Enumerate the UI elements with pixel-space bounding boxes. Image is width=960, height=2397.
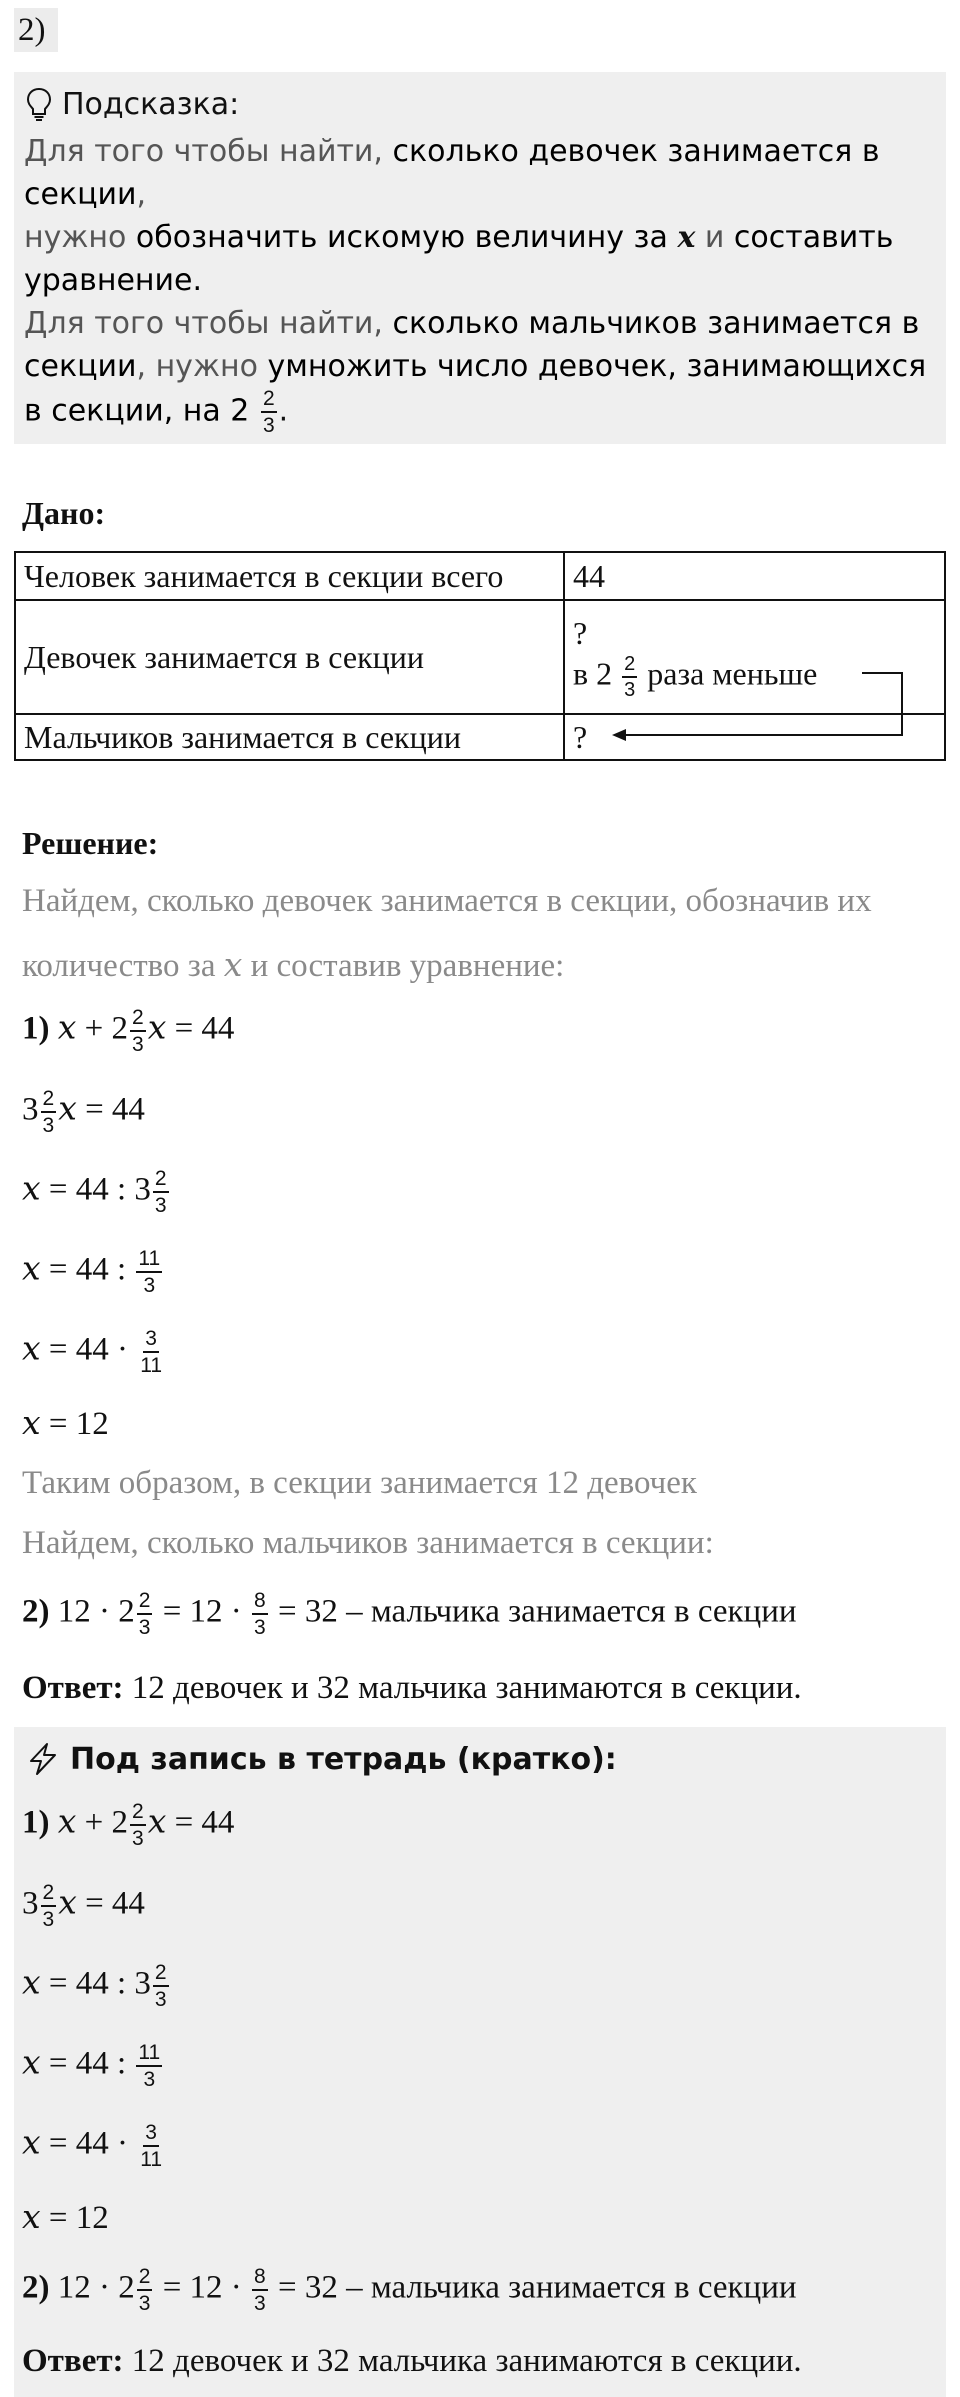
- table-cell-value: 44: [564, 552, 945, 600]
- fraction: [252, 2266, 268, 2314]
- fraction-denominator: 3: [154, 1988, 167, 2011]
- fraction-denominator: 3: [254, 2292, 266, 2315]
- equation-2: [22, 1088, 145, 1136]
- table-row: [15, 552, 945, 600]
- step-label: 1): [22, 1010, 50, 1047]
- answer-text: 12 девочек и 32 мальчика занимаются в секции.: [123, 1670, 802, 1706]
- equation-4: [22, 1248, 164, 1296]
- table-cell-label: Девочек занимается в секции: [15, 600, 564, 714]
- equation-text: = 44 ·: [40, 1331, 137, 1368]
- fraction: [41, 1088, 57, 1136]
- fraction-numerator: 11: [136, 1248, 162, 1273]
- task-number: 2): [14, 8, 58, 52]
- equation-text: = 12: [40, 2200, 109, 2236]
- text-segment: и составив уравнение:: [242, 948, 565, 984]
- hint-paragraph-2: [24, 302, 944, 436]
- notebook-header: [26, 1737, 617, 1781]
- fraction-denominator: 11: [140, 1354, 163, 1377]
- fraction: [153, 1168, 169, 1216]
- hint-emphasis: обозначить искомую величину за: [135, 220, 678, 255]
- solution-intro: Найдем, сколько мальчиков занимается в секции:: [22, 1525, 714, 1561]
- equation-text: = 44: [76, 1091, 145, 1128]
- note-equation-7: [22, 2266, 797, 2314]
- solution-conclusion: Таким образом, в секции занимается 12 девочек: [22, 1465, 697, 1501]
- equation-1: [22, 1007, 234, 1055]
- equation-text: = 44 ·: [40, 2125, 137, 2162]
- variable-x: x: [22, 2197, 41, 2236]
- equation-text: = 44: [76, 1885, 145, 1922]
- fraction-numerator: 11: [136, 2042, 162, 2067]
- variable-x: x: [22, 1962, 41, 2002]
- hint-text-segment: Для того чтобы найти,: [24, 134, 393, 169]
- equation-text: = 12 ·: [154, 1593, 251, 1630]
- variable-x: x: [57, 1007, 77, 1047]
- fraction-numerator: 2: [137, 1590, 153, 1615]
- fraction-denominator: 3: [143, 2068, 156, 2091]
- fraction: [153, 1962, 169, 2010]
- variable-x: x: [22, 1248, 41, 1288]
- solution-intro: [22, 945, 564, 985]
- equation-5: [22, 1328, 166, 1376]
- fraction: [252, 1590, 268, 1638]
- hint-emphasis: сколько мальчиков занимается в секции: [24, 306, 920, 384]
- variable-x: x: [22, 1403, 41, 1442]
- fraction-numerator: 2: [261, 388, 277, 413]
- fraction-denominator: 3: [262, 414, 275, 437]
- fraction-numerator: 2: [41, 1088, 57, 1113]
- solution-heading: Решение:: [22, 825, 159, 861]
- fraction-numerator: 2: [137, 2266, 153, 2291]
- equation-text: = 44 : 3: [40, 1171, 151, 1208]
- relation-prefix: в 2: [573, 654, 613, 691]
- fraction: [137, 2266, 153, 2314]
- equation-text: = 44: [166, 1010, 235, 1047]
- equation-text: 3: [22, 1091, 39, 1128]
- note-equation-5: [22, 2122, 166, 2170]
- equation-text: = 12 ·: [154, 2269, 251, 2306]
- answer-label: Ответ:: [22, 2343, 124, 2379]
- fraction-denominator: 3: [624, 678, 636, 701]
- fraction: [41, 1882, 57, 1930]
- hint-box: [14, 72, 946, 444]
- table-cell-value: ?: [564, 714, 945, 760]
- fraction-numerator: 8: [252, 1590, 268, 1615]
- fraction-denominator: 3: [143, 1274, 156, 1297]
- variable-x: x: [22, 1328, 41, 1368]
- fraction: [137, 1590, 153, 1638]
- fraction-numerator: 3: [143, 1328, 159, 1353]
- note-answer: [22, 2343, 802, 2380]
- hint-text-segment: ,: [136, 177, 147, 212]
- unknown-girls: ?: [573, 614, 588, 651]
- note-equation-1: [22, 1801, 234, 1849]
- equation-text: = 44 : 3: [40, 1965, 151, 2002]
- hint-paragraph-1: [24, 130, 944, 302]
- hint-text-segment: нужно: [24, 220, 136, 255]
- equation-7: [22, 1590, 797, 1638]
- variable-x: x: [58, 1882, 77, 1922]
- fraction-numerator: 2: [130, 1007, 146, 1032]
- notebook-title: Под запись в тетрадь (кратко):: [70, 1741, 617, 1777]
- fraction-denominator: 3: [132, 1827, 144, 1850]
- fraction: [261, 388, 277, 436]
- step-label: 2): [22, 2269, 50, 2306]
- answer: [22, 1670, 802, 1707]
- hint-text: [24, 130, 944, 436]
- fraction-numerator: 8: [252, 2266, 268, 2291]
- variable-x: x: [147, 1801, 167, 1841]
- fraction-numerator: 2: [130, 1801, 146, 1826]
- fraction-denominator: 3: [138, 2292, 151, 2315]
- fraction: [138, 2122, 164, 2170]
- fraction-numerator: 2: [153, 1168, 169, 1193]
- fraction-numerator: 2: [622, 654, 637, 678]
- step-label: 1): [22, 1804, 50, 1841]
- variable-x: x: [22, 2042, 41, 2082]
- fraction-denominator: 11: [140, 2148, 163, 2171]
- fraction-denominator: 3: [138, 1616, 151, 1639]
- fraction-numerator: 2: [41, 1882, 57, 1907]
- equation-text: + 2: [76, 1804, 128, 1841]
- fraction: [130, 1801, 146, 1849]
- given-heading: Дано:: [22, 495, 106, 531]
- hint-emphasis: сколько девочек занимается в секции: [24, 134, 880, 212]
- variable-x: x: [22, 1168, 41, 1208]
- variable-x: x: [57, 1801, 77, 1841]
- note-equation-2: [22, 1882, 145, 1930]
- equation-text: 12 · 2: [57, 2269, 135, 2306]
- fraction-numerator: 2: [153, 1962, 169, 1987]
- relation-suffix: раза меньше: [647, 654, 818, 691]
- hint-text-segment: .: [278, 393, 289, 429]
- variable-x: x: [223, 945, 243, 984]
- equation-3: [22, 1168, 171, 1216]
- equation-text: = 32 – мальчика занимается в секции: [269, 2269, 797, 2306]
- solution-intro: Найдем, сколько девочек занимается в секции, обозначив их: [22, 883, 872, 919]
- hint-emphasis: умножить число девочек, занимающихся в секции, на 2: [24, 349, 927, 429]
- hint-header: [26, 82, 239, 126]
- table-cell-label: Человек занимается в секции всего: [15, 552, 564, 600]
- fraction-denominator: 3: [132, 1033, 144, 1056]
- equation-text: = 32 – мальчика занимается в секции: [269, 1593, 797, 1630]
- variable-x: x: [147, 1007, 167, 1047]
- text-segment: количество за: [22, 948, 224, 984]
- variable-x: x: [58, 1088, 77, 1128]
- fraction: [136, 2042, 162, 2090]
- variable-x: x: [677, 220, 696, 255]
- lightbulb-icon: [26, 87, 52, 121]
- fraction-denominator: 3: [254, 1616, 266, 1639]
- answer-text: 12 девочек и 32 мальчика занимаются в секции.: [123, 2343, 802, 2379]
- equation-text: = 44 :: [40, 1251, 135, 1288]
- table-cell-label: Мальчиков занимается в секции: [15, 714, 564, 760]
- hint-title: Подсказка:: [62, 86, 240, 122]
- note-equation-4: [22, 2042, 164, 2090]
- fraction-denominator: 3: [42, 1908, 55, 1931]
- fraction-denominator: 3: [42, 1114, 55, 1137]
- equation-text: = 12: [40, 1406, 109, 1442]
- fraction-denominator: 3: [154, 1194, 167, 1217]
- equation-text: 12 · 2: [57, 1593, 135, 1630]
- hint-emphasis: составить уравнение.: [24, 220, 894, 298]
- step-label: 2): [22, 1593, 50, 1630]
- equation-text: = 44: [166, 1804, 235, 1841]
- relation-arrow: [600, 665, 920, 745]
- variable-x: x: [22, 2122, 41, 2162]
- hint-text-segment: , нужно: [136, 349, 268, 384]
- answer-label: Ответ:: [22, 1670, 124, 1706]
- note-equation-6: [22, 2197, 109, 2237]
- fraction: [130, 1007, 146, 1055]
- hint-text-segment: и: [695, 220, 734, 255]
- lightning-icon: [26, 1742, 60, 1776]
- note-equation-3: [22, 1962, 171, 2010]
- fraction: [138, 1328, 164, 1376]
- hint-text-segment: Для того чтобы найти,: [24, 306, 393, 341]
- equation-text: = 44 :: [40, 2045, 135, 2082]
- fraction-numerator: 3: [143, 2122, 159, 2147]
- equation-6: [22, 1403, 109, 1443]
- equation-text: 3: [22, 1885, 39, 1922]
- fraction: [136, 1248, 162, 1296]
- equation-text: + 2: [76, 1010, 128, 1047]
